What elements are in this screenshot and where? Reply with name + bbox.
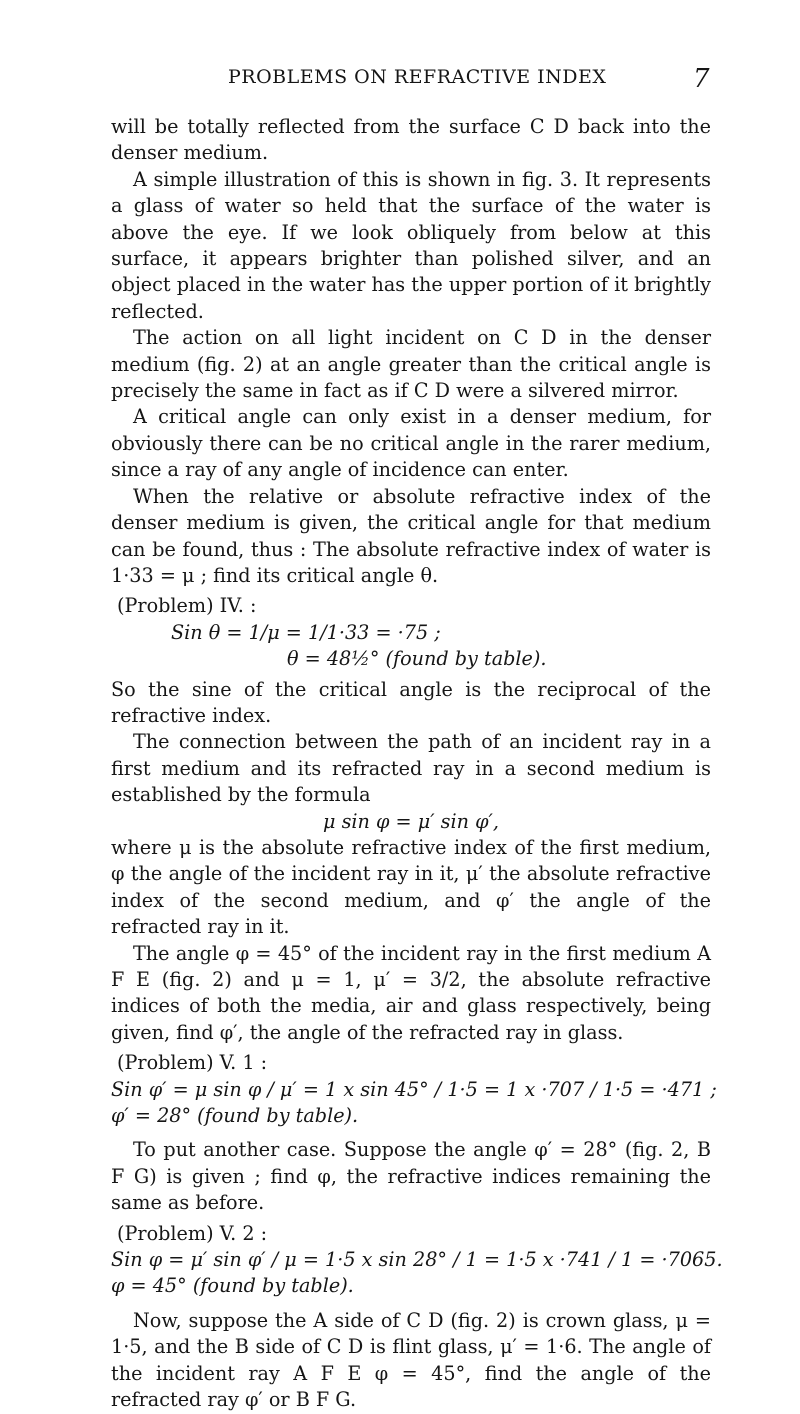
formula: μ sin φ = μ′ sin φ′, bbox=[323, 809, 499, 833]
equation: φ = 45° (found by table). bbox=[111, 1274, 354, 1298]
paragraph: The angle φ = 45° of the incident ray in the first medium A F E (fig. 2) and μ = 1, μ′ = 3/2, the absolute refractive indices of both the media, air and glass respectively, being given, find φ′, the angle of the refracted ray in glass. bbox=[111, 941, 711, 1044]
paragraph: Now, suppose the A side of C D (fig. 2) is crown glass, μ = 1·5, and the B side of C D is flint glass, μ′ = 1·6. The angle of the incident ray A F E φ = 45°, find the angle of the refracted ray φ′ or B F G. bbox=[111, 1308, 711, 1412]
problem-label: (Problem) V. 2 : bbox=[117, 1221, 268, 1245]
running-title: PROBLEMS ON REFRACTIVE INDEX bbox=[228, 66, 607, 88]
equation: Sin φ = μ′ sin φ′ / μ = 1·5 x sin 28° / 1 = 1·5 x ·741 / 1 = ·7065. bbox=[111, 1248, 723, 1272]
page-body bbox=[111, 114, 723, 1414]
paragraph: When the relative or absolute refractive index of the denser medium is given, the critical angle for that medium can be found, thus : The absolute refractive index of water is 1·33 = μ ; find its critical angle θ. bbox=[111, 484, 711, 587]
equation: φ′ = 28° (found by table). bbox=[111, 1104, 359, 1128]
paragraph: The connection between the path of an incident ray in a first medium and its refracted ray in a second medium is established by the formula bbox=[111, 730, 711, 807]
paragraph: To put another case. Suppose the angle φ′ = 28° (fig. 2, B F G) is given ; find φ, the refractive indices remaining the same as before. bbox=[111, 1138, 711, 1215]
equation: Sin φ′ = μ sin φ / μ′ = 1 x sin 45° / 1·5 = 1 x ·707 / 1·5 = ·471 ; bbox=[111, 1077, 717, 1101]
equation: θ = 48½° (found by table). bbox=[287, 647, 547, 671]
paragraph: A simple illustration of this is shown in fig. 3. It represents a glass of water so held that the surface of the water is above the eye. If we look obliquely from below at this surface, it appears brighter than polished silver, and an object placed in the water has the upper portion of it brightly reflected. bbox=[111, 167, 711, 323]
paragraph: will be totally reflected from the surface C D back into the denser medium. bbox=[111, 115, 711, 165]
paragraph: where μ is the absolute refractive index of the first medium, φ the angle of the incident ray in it, μ′ the absolute refractive index of the second medium, and φ′ the angle of the refracted ray in it. bbox=[111, 835, 711, 939]
problem-label: (Problem) V. 1 : bbox=[117, 1051, 268, 1075]
page-number: 7 bbox=[693, 64, 710, 94]
paragraph: The action on all light incident on C D in the denser medium (fig. 2) at an angle greater than the critical angle is precisely the same in fact as if C D were a silvered mirror. bbox=[111, 326, 711, 403]
problem-label: (Problem) IV. : bbox=[117, 594, 257, 618]
page-header bbox=[0, 66, 800, 96]
equation: Sin θ = 1/μ = 1/1·33 = ·75 ; bbox=[171, 620, 441, 644]
paragraph: So the sine of the critical angle is the reciprocal of the refractive index. bbox=[111, 677, 711, 727]
paragraph: A critical angle can only exist in a denser medium, for obviously there can be no critical angle in the rarer medium, since a ray of any angle of incidence can enter. bbox=[111, 405, 711, 482]
